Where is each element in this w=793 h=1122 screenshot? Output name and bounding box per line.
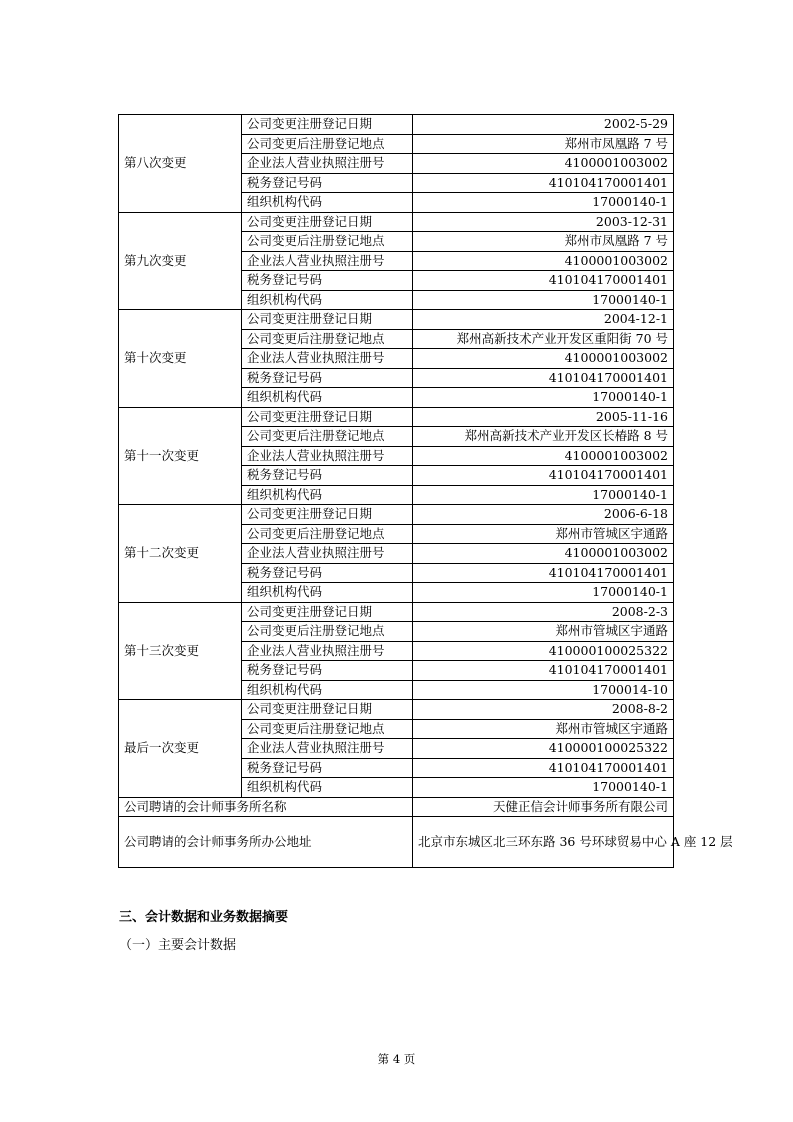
field-label-org: 组织机构代码 bbox=[242, 680, 413, 700]
field-value-tax: 410104170001401 bbox=[413, 466, 674, 486]
field-label-date: 公司变更注册登记日期 bbox=[242, 115, 413, 135]
field-label-date: 公司变更注册登记日期 bbox=[242, 212, 413, 232]
field-label-date: 公司变更注册登记日期 bbox=[242, 602, 413, 622]
auditor-name-label: 公司聘请的会计师事务所名称 bbox=[119, 797, 413, 817]
field-label-address: 公司变更后注册登记地点 bbox=[242, 329, 413, 349]
field-label-tax: 税务登记号码 bbox=[242, 758, 413, 778]
field-label-license: 企业法人营业执照注册号 bbox=[242, 251, 413, 271]
table-row bbox=[119, 602, 674, 622]
field-value-date: 2008-8-2 bbox=[413, 700, 674, 720]
field-value-address: 郑州市凤凰路 7 号 bbox=[413, 134, 674, 154]
table-row bbox=[119, 310, 674, 330]
auditor-address-value: 北京市东城区北三环东路 36 号环球贸易中心 A 座 12 层 bbox=[413, 817, 674, 868]
field-value-tax: 410104170001401 bbox=[413, 173, 674, 193]
field-value-org: 17000140-1 bbox=[413, 485, 674, 505]
change-group-label: 第八次变更 bbox=[119, 115, 242, 213]
field-label-date: 公司变更注册登记日期 bbox=[242, 505, 413, 525]
field-value-license: 4100001003002 bbox=[413, 251, 674, 271]
field-label-org: 组织机构代码 bbox=[242, 290, 413, 310]
sub-title: （一）主要会计数据 bbox=[119, 938, 237, 953]
field-label-address: 公司变更后注册登记地点 bbox=[242, 232, 413, 252]
change-group-label: 第十三次变更 bbox=[119, 602, 242, 700]
field-value-org: 1700014-10 bbox=[413, 680, 674, 700]
field-label-org: 组织机构代码 bbox=[242, 193, 413, 213]
field-label-license: 企业法人营业执照注册号 bbox=[242, 446, 413, 466]
field-value-license: 4100001003002 bbox=[413, 446, 674, 466]
field-value-address: 郑州市管城区宇通路 bbox=[413, 524, 674, 544]
field-label-license: 企业法人营业执照注册号 bbox=[242, 739, 413, 759]
field-value-tax: 410104170001401 bbox=[413, 563, 674, 583]
field-label-address: 公司变更后注册登记地点 bbox=[242, 719, 413, 739]
field-label-date: 公司变更注册登记日期 bbox=[242, 407, 413, 427]
field-label-date: 公司变更注册登记日期 bbox=[242, 310, 413, 330]
field-value-tax: 410104170001401 bbox=[413, 271, 674, 291]
field-label-tax: 税务登记号码 bbox=[242, 271, 413, 291]
change-group-label: 第十二次变更 bbox=[119, 505, 242, 603]
field-label-license: 企业法人营业执照注册号 bbox=[242, 641, 413, 661]
table-row bbox=[119, 407, 674, 427]
field-label-license: 企业法人营业执照注册号 bbox=[242, 544, 413, 564]
field-value-license: 410000100025322 bbox=[413, 739, 674, 759]
field-label-license: 企业法人营业执照注册号 bbox=[242, 349, 413, 369]
company-change-table bbox=[118, 114, 733, 868]
field-label-tax: 税务登记号码 bbox=[242, 173, 413, 193]
auditor-address-row bbox=[119, 817, 674, 868]
auditor-name-row bbox=[119, 797, 674, 817]
table-row bbox=[119, 700, 674, 720]
field-label-org: 组织机构代码 bbox=[242, 778, 413, 798]
field-value-date: 2004-12-1 bbox=[413, 310, 674, 330]
field-value-address: 郑州高新技术产业开发区重阳街 70 号 bbox=[413, 329, 674, 349]
field-label-address: 公司变更后注册登记地点 bbox=[242, 622, 413, 642]
field-label-tax: 税务登记号码 bbox=[242, 661, 413, 681]
field-value-org: 17000140-1 bbox=[413, 778, 674, 798]
field-label-address: 公司变更后注册登记地点 bbox=[242, 134, 413, 154]
field-value-license: 4100001003002 bbox=[413, 544, 674, 564]
field-value-license: 4100001003002 bbox=[413, 349, 674, 369]
table-row bbox=[119, 115, 674, 135]
field-label-license: 企业法人营业执照注册号 bbox=[242, 154, 413, 174]
field-value-tax: 410104170001401 bbox=[413, 368, 674, 388]
field-value-tax: 410104170001401 bbox=[413, 661, 674, 681]
field-value-address: 郑州市管城区宇通路 bbox=[413, 622, 674, 642]
field-value-date: 2005-11-16 bbox=[413, 407, 674, 427]
field-value-address: 郑州市凤凰路 7 号 bbox=[413, 232, 674, 252]
field-label-org: 组织机构代码 bbox=[242, 583, 413, 603]
field-value-address: 郑州市管城区宇通路 bbox=[413, 719, 674, 739]
change-group-label: 第十一次变更 bbox=[119, 407, 242, 505]
field-value-date: 2003-12-31 bbox=[413, 212, 674, 232]
field-label-org: 组织机构代码 bbox=[242, 388, 413, 408]
field-label-address: 公司变更后注册登记地点 bbox=[242, 427, 413, 447]
field-value-org: 17000140-1 bbox=[413, 193, 674, 213]
change-group-label: 第十次变更 bbox=[119, 310, 242, 408]
field-label-date: 公司变更注册登记日期 bbox=[242, 700, 413, 720]
field-value-date: 2008-2-3 bbox=[413, 602, 674, 622]
field-value-tax: 410104170001401 bbox=[413, 758, 674, 778]
table-row bbox=[119, 212, 674, 232]
table-row bbox=[119, 505, 674, 525]
field-label-address: 公司变更后注册登记地点 bbox=[242, 524, 413, 544]
field-value-org: 17000140-1 bbox=[413, 290, 674, 310]
field-value-license: 410000100025322 bbox=[413, 641, 674, 661]
field-label-tax: 税务登记号码 bbox=[242, 368, 413, 388]
change-group-label: 第九次变更 bbox=[119, 212, 242, 310]
section-title: 三、会计数据和业务数据摘要 bbox=[119, 910, 289, 925]
auditor-address-label: 公司聘请的会计师事务所办公地址 bbox=[119, 817, 413, 868]
change-group-label: 最后一次变更 bbox=[119, 700, 242, 798]
field-label-tax: 税务登记号码 bbox=[242, 563, 413, 583]
field-value-date: 2006-6-18 bbox=[413, 505, 674, 525]
field-value-address: 郑州高新技术产业开发区长椿路 8 号 bbox=[413, 427, 674, 447]
field-value-org: 17000140-1 bbox=[413, 388, 674, 408]
field-label-org: 组织机构代码 bbox=[242, 485, 413, 505]
field-value-org: 17000140-1 bbox=[413, 583, 674, 603]
auditor-name-value: 天健正信会计师事务所有限公司 bbox=[413, 797, 674, 817]
field-value-date: 2002-5-29 bbox=[413, 115, 674, 135]
page-number: 第 4 页 bbox=[377, 1052, 416, 1066]
field-value-license: 4100001003002 bbox=[413, 154, 674, 174]
field-label-tax: 税务登记号码 bbox=[242, 466, 413, 486]
